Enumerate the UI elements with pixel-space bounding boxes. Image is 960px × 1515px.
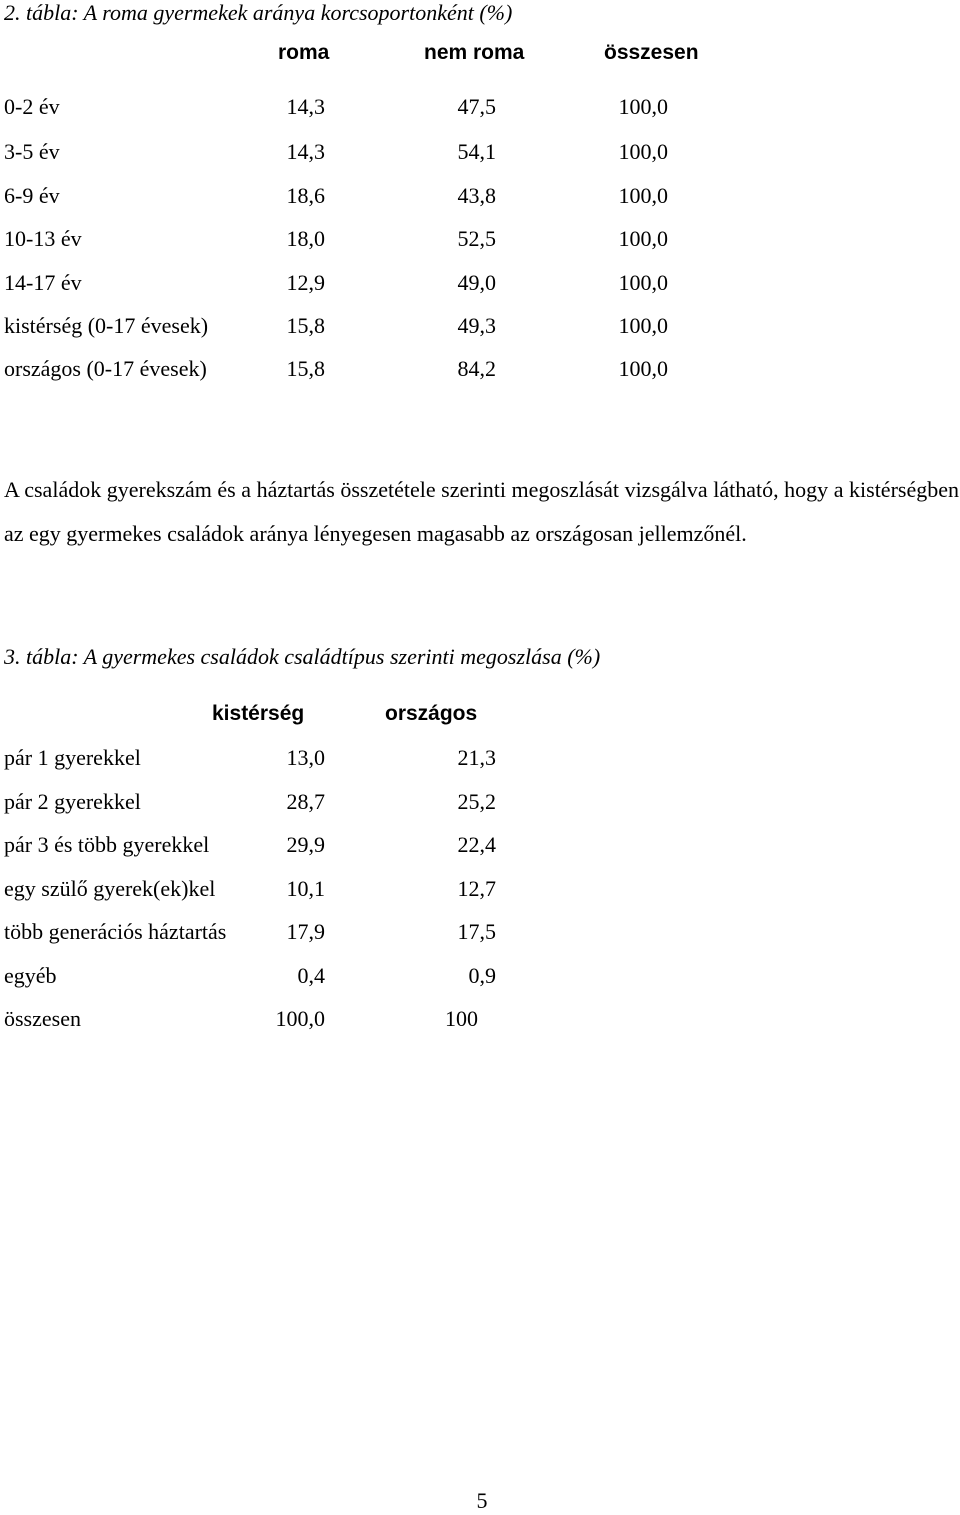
row-label: több generációs háztartás — [4, 919, 227, 944]
table-row — [0, 832, 960, 862]
cell-orszagos: 25,2 — [457, 789, 496, 814]
cell-orszagos: 12,7 — [457, 876, 496, 901]
row-label: 0-2 év — [4, 94, 60, 119]
cell-nem-roma: 47,5 — [457, 94, 496, 119]
row-label: 6-9 év — [4, 183, 60, 208]
table-row — [0, 94, 960, 124]
table-row — [0, 745, 960, 775]
table-row — [0, 270, 960, 300]
cell-roma: 12,9 — [286, 270, 325, 295]
row-label: országos (0-17 évesek) — [4, 356, 207, 381]
cell-orszagos: 0,9 — [468, 963, 496, 988]
cell-orszagos: 17,5 — [457, 919, 496, 944]
cell-nem-roma: 43,8 — [457, 183, 496, 208]
cell-nem-roma: 54,1 — [457, 139, 496, 164]
cell-orszagos: 21,3 — [457, 745, 496, 770]
cell-nem-roma: 49,3 — [457, 313, 496, 338]
cell-roma: 14,3 — [286, 139, 325, 164]
table-row — [0, 313, 960, 343]
cell-kisterseg: 17,9 — [286, 919, 325, 944]
cell-orszagos: 22,4 — [457, 832, 496, 857]
table-row — [0, 876, 960, 906]
table-2-caption: 2. tábla: A roma gyermekek aránya korcsoportonként (%) — [4, 0, 513, 25]
row-label: összesen — [4, 1006, 81, 1031]
row-label: pár 3 és több gyerekkel — [4, 832, 210, 857]
cell-kisterseg: 0,4 — [297, 963, 325, 988]
cell-orszagos: 100 — [445, 1006, 478, 1031]
row-label: 10-13 év — [4, 226, 82, 251]
table-row — [0, 919, 960, 949]
body-paragraph: A családok gyerekszám és a háztartás összetétele szerinti megoszlását vizsgálva látható, hogy a kistérségben az egy gyermekes családok aránya lényegesen magasabb az országosan jellemzőnél. — [4, 477, 959, 546]
cell-osszesen: 100,0 — [618, 313, 668, 338]
row-label: pár 1 gyerekkel — [4, 745, 141, 770]
cell-nem-roma: 49,0 — [457, 270, 496, 295]
row-label: pár 2 gyerekkel — [4, 789, 141, 814]
cell-roma: 15,8 — [286, 313, 325, 338]
table-2-header-nem-roma: nem roma — [424, 41, 525, 64]
cell-roma: 18,0 — [286, 226, 325, 251]
cell-nem-roma: 84,2 — [457, 356, 496, 381]
cell-osszesen: 100,0 — [618, 94, 668, 119]
table-row — [0, 789, 960, 819]
table-3-caption: 3. tábla: A gyermekes családok családtípus szerinti megoszlása (%) — [4, 644, 601, 669]
page-number: 5 — [476, 1488, 488, 1513]
cell-kisterseg: 13,0 — [286, 745, 325, 770]
row-label: egy szülő gyerek(ek)kel — [4, 876, 216, 901]
cell-roma: 18,6 — [286, 183, 325, 208]
cell-kisterseg: 100,0 — [275, 1006, 325, 1031]
cell-kisterseg: 29,9 — [286, 832, 325, 857]
table-row — [0, 139, 960, 169]
cell-osszesen: 100,0 — [618, 226, 668, 251]
row-label: kistérség (0-17 évesek) — [4, 313, 209, 338]
table-3-header-orszagos: országos — [385, 702, 478, 725]
cell-nem-roma: 52,5 — [457, 226, 496, 251]
table-row — [0, 183, 960, 213]
cell-osszesen: 100,0 — [618, 270, 668, 295]
table-row — [0, 1006, 960, 1036]
cell-kisterseg: 10,1 — [286, 876, 325, 901]
cell-roma: 15,8 — [286, 356, 325, 381]
table-3-header-kisterseg: kistérség — [212, 702, 305, 725]
row-label: egyéb — [4, 963, 57, 988]
row-label: 3-5 év — [4, 139, 60, 164]
table-row — [0, 226, 960, 256]
table-2-header-osszesen: összesen — [604, 41, 699, 64]
cell-osszesen: 100,0 — [618, 356, 668, 381]
table-row — [0, 356, 960, 386]
cell-osszesen: 100,0 — [618, 139, 668, 164]
cell-osszesen: 100,0 — [618, 183, 668, 208]
cell-kisterseg: 28,7 — [286, 789, 325, 814]
row-label: 14-17 év — [4, 270, 82, 295]
table-row — [0, 963, 960, 993]
table-2-header-roma: roma — [278, 41, 330, 64]
cell-roma: 14,3 — [286, 94, 325, 119]
